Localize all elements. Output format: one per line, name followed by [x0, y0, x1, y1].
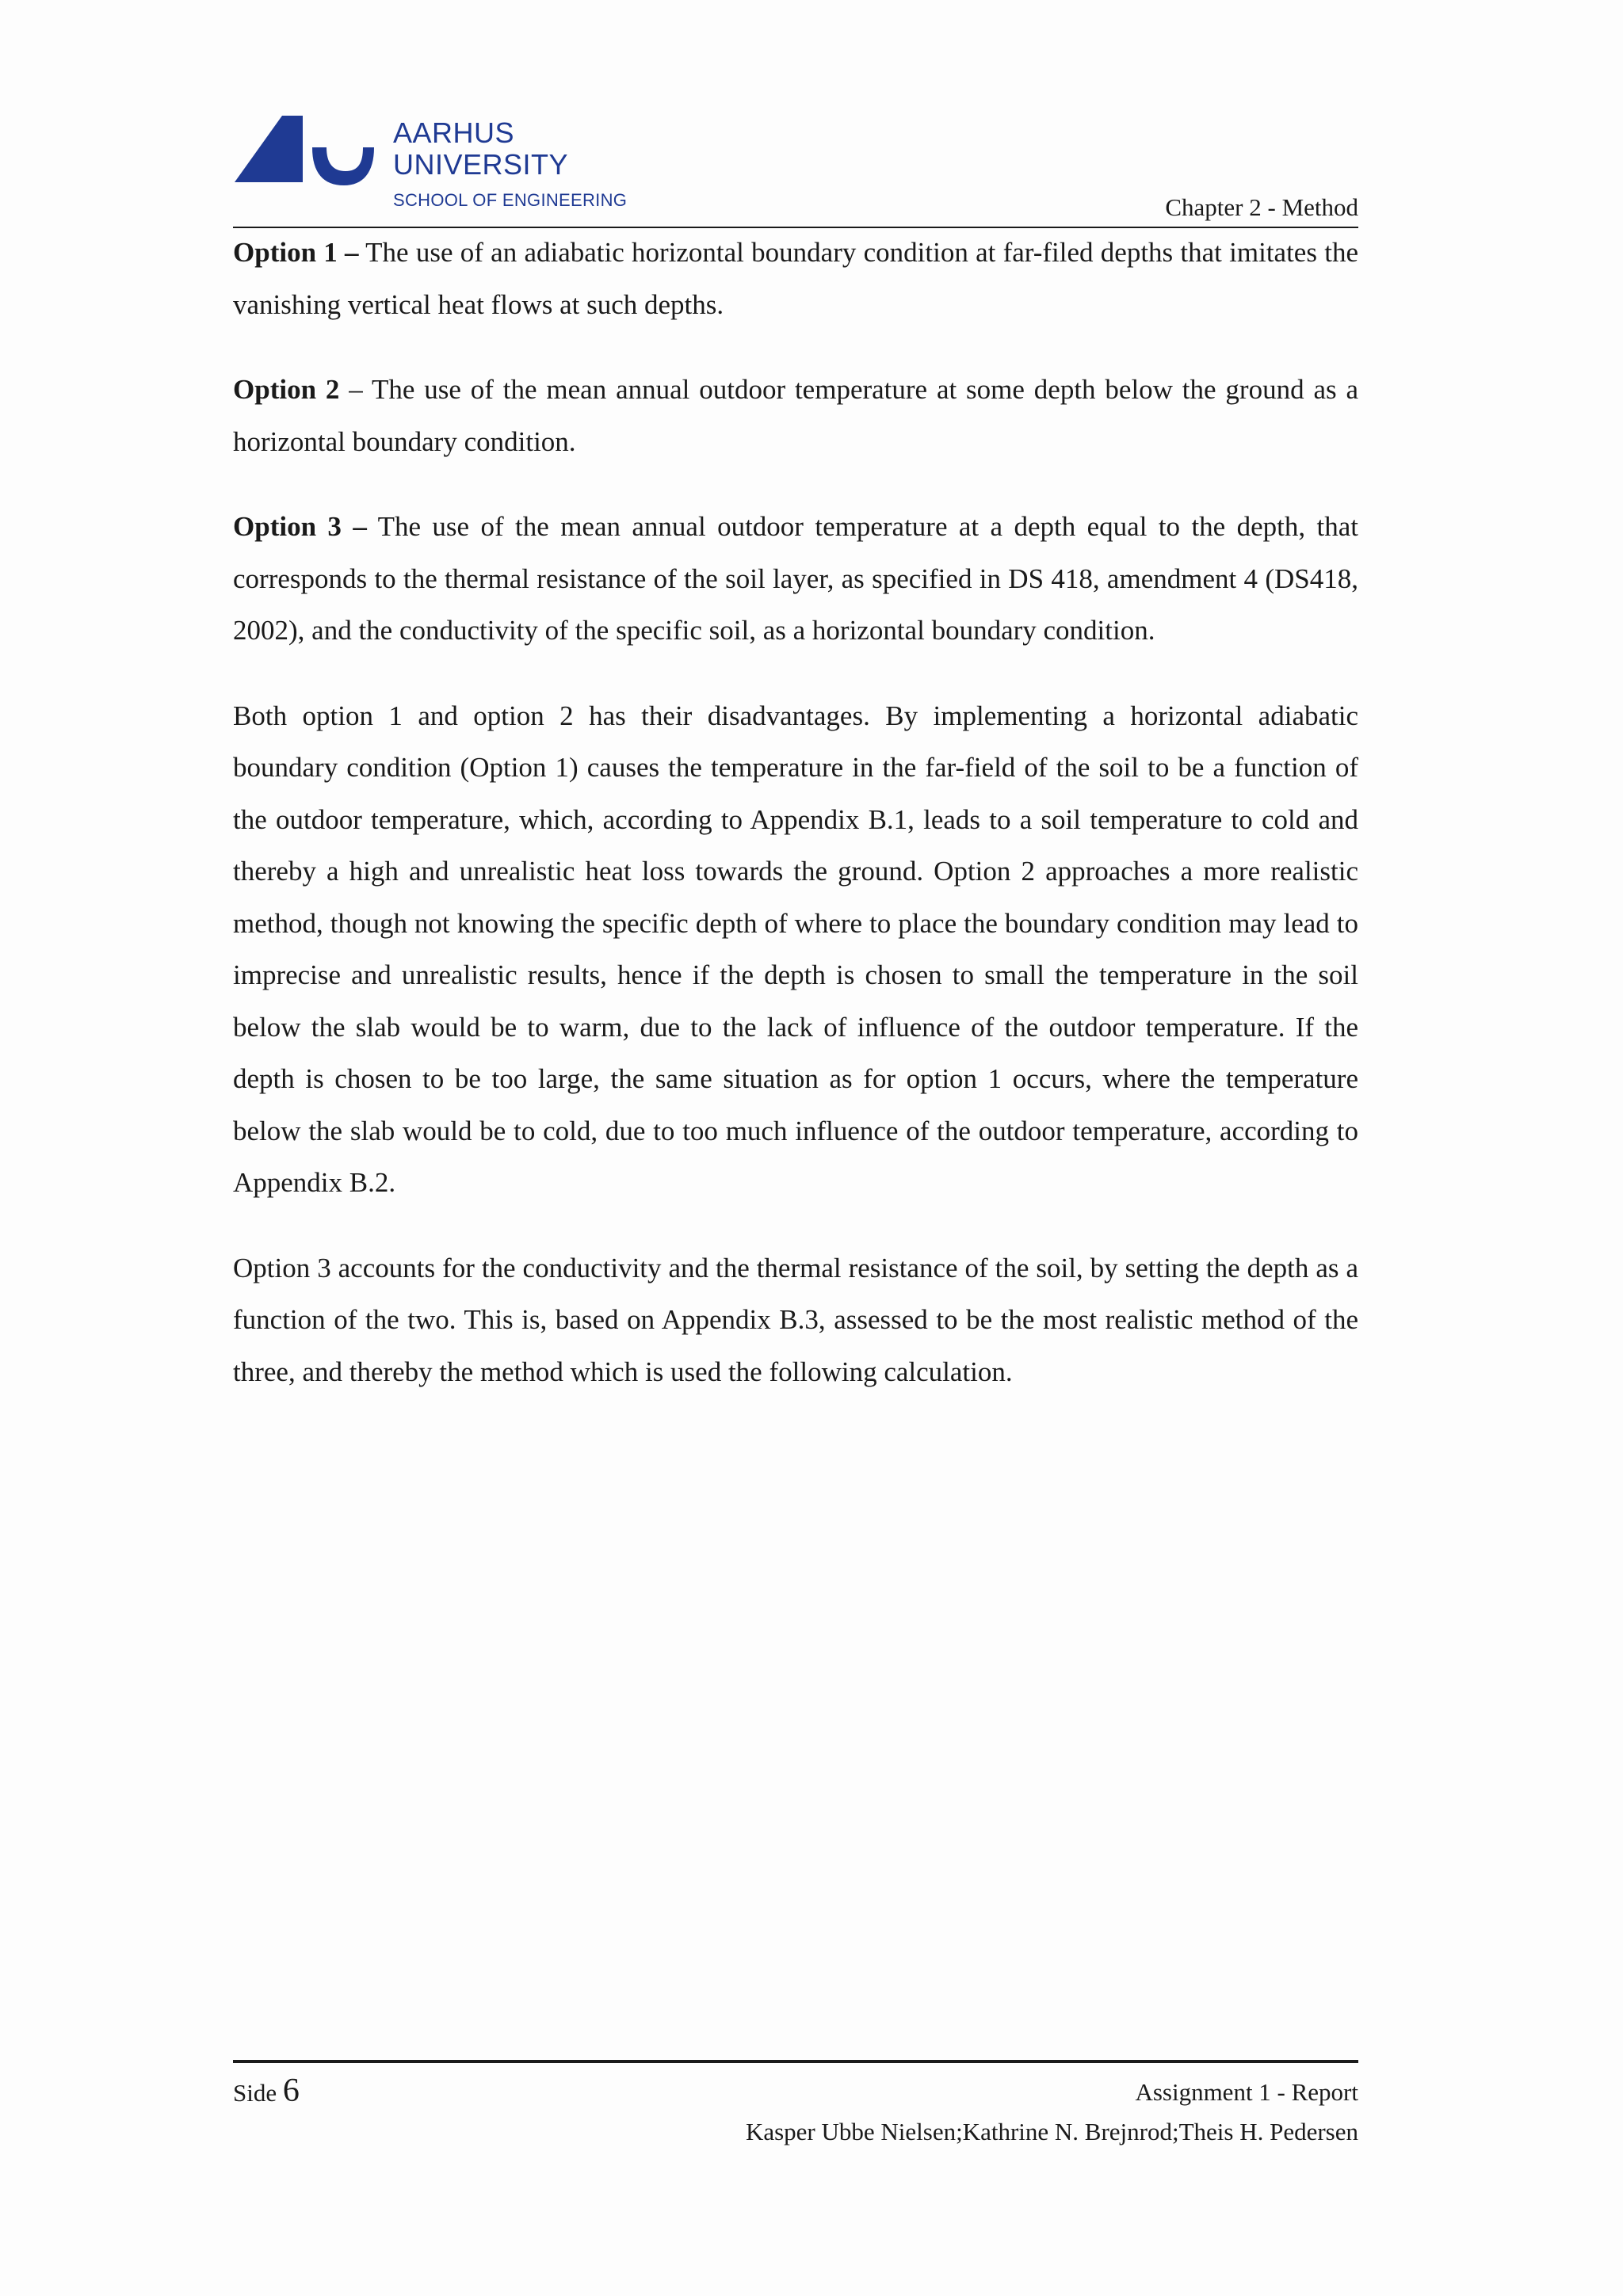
paragraph-text: The use of an adiabatic horizontal boundary condition at far-filed depths that imitates the vanishing vertical heat flows at such depths.	[233, 237, 1358, 320]
chapter-title: Chapter 2 - Method	[1165, 193, 1358, 221]
paragraph-option-3	[233, 501, 1358, 657]
paragraph-option-1	[233, 227, 1358, 330]
paragraph-text: The use of the mean annual outdoor temperature at a depth equal to the depth, that corresponds to the thermal resistance of the soil layer, as specified in DS 418, amendment 4 (DS418, 2002), and the conductivity of the specific soil, as a horizontal boundary condition.	[233, 511, 1358, 646]
logo-line-school: SCHOOL OF ENGINEERING	[393, 190, 628, 210]
report-title: Assignment 1 - Report	[1135, 2078, 1358, 2106]
paragraph-option-3-assessment	[233, 1242, 1358, 1398]
paragraph-lead: Option 3 –	[233, 511, 367, 542]
logo-wordmark	[393, 117, 627, 211]
paragraph-text: – The use of the mean annual outdoor temperature at some depth below the ground as a horizontal boundary condition.	[233, 374, 1358, 457]
body-content	[233, 227, 1358, 1431]
paragraph-text: Option 3 accounts for the conductivity and the thermal resistance of the soil, by setting the depth as a function of the two. This is, based on Appendix B.3, assessed to be the most realistic method of the three, and thereby the method which is used the following calculation.	[233, 1252, 1358, 1387]
university-logo-mark-icon	[235, 116, 374, 185]
logo-line-university: UNIVERSITY	[393, 148, 569, 181]
paragraph-option-2	[233, 364, 1358, 467]
authors: Kasper Ubbe Nielsen;Kathrine N. Brejnrod;Theis H. Pedersen	[745, 2118, 1358, 2145]
page-number-label	[233, 2071, 300, 2113]
paragraph-text: Both option 1 and option 2 has their disadvantages. By implementing a horizontal adiabatic boundary condition (Option 1) causes the temperature in the far-field of the soil to be a function of the outdoor temperature, which, according to Appendix B.1, leads to a soil temperature to cold and thereby a high and unrealistic heat loss towards the ground. Option 2 approaches a more realistic method, though not knowing the specific depth of where to place the boundary condition may lead to imprecise and unrealistic results, hence if the depth is chosen to small the temperature in the soil below the slab would be to warm, due to the lack of influence of the outdoor temperature. If the depth is chosen to be too large, the same situation as for option 1 occurs, where the temperature below the slab would be to cold, due to too much influence of the outdoor temperature, according to Appendix B.2.	[233, 700, 1358, 1198]
footer-divider	[233, 2060, 1358, 2063]
logo-line-aarhus: AARHUS	[393, 116, 515, 149]
paragraph-lead: Option 2	[233, 374, 340, 405]
aarhus-university-logo	[233, 111, 645, 222]
page-footer	[233, 2060, 1358, 2147]
page-header	[233, 111, 1358, 228]
paragraph-disadvantages	[233, 690, 1358, 1209]
side-label: Side	[233, 2079, 277, 2107]
page-number: 6	[282, 2073, 300, 2109]
footer-info	[746, 2073, 1358, 2152]
paragraph-lead: Option 1 –	[233, 237, 359, 268]
